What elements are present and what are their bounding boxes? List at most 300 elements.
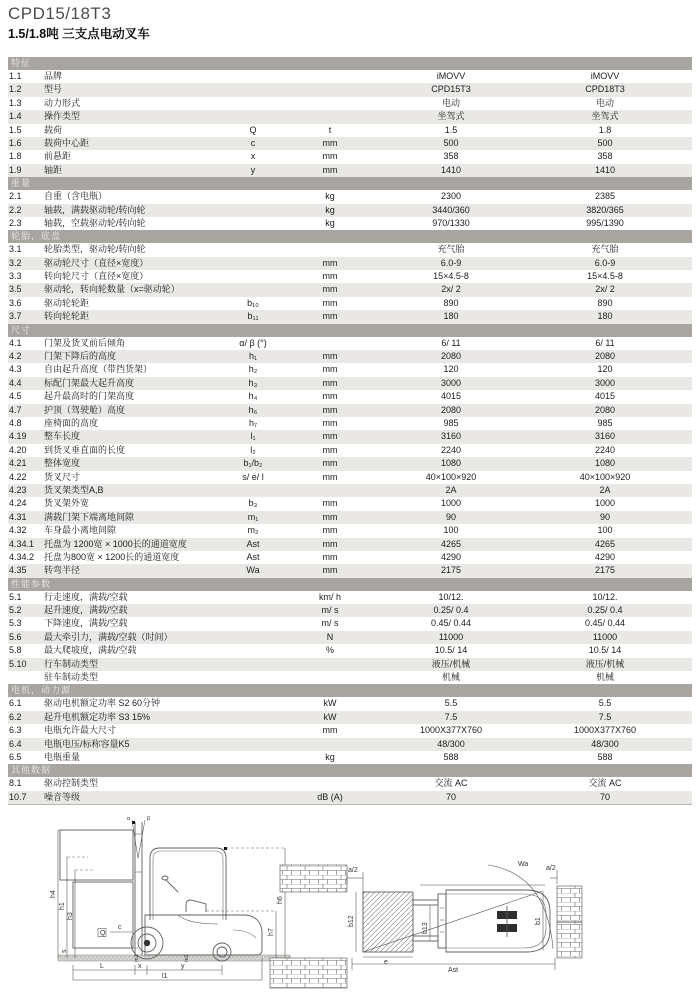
section-header: 电机，动力源: [8, 684, 692, 697]
h6-label: h6: [277, 896, 284, 904]
cell-desc: 下降速度，满载/空载: [44, 618, 128, 629]
section-header: 轮胎，底盘: [8, 230, 692, 243]
cell-v2: 40×100×920: [579, 471, 631, 482]
cell-unit: mm: [322, 391, 338, 402]
b1-label: b1: [535, 917, 542, 925]
cell-sym: Wa: [246, 565, 260, 576]
cell-sym: [218, 738, 288, 751]
cell-no: 10.7: [9, 791, 27, 802]
q-label: Q: [100, 930, 106, 937]
cell-desc: 转向轮尺寸（直径×宽度）: [44, 271, 149, 282]
h7-label: h7: [268, 928, 275, 936]
cell-v2: 机械: [595, 672, 614, 683]
cell-v2: 交流 AC: [588, 778, 622, 789]
cell-v1: 48/300: [437, 738, 465, 749]
cell-v1: 6.0-9: [440, 257, 462, 268]
cell-no: 4.8: [9, 417, 22, 428]
cell-unit: mm: [322, 511, 338, 522]
cell-desc: 起升最高时的门架高度: [44, 391, 135, 402]
section-header: 其他数据: [8, 764, 692, 777]
table-section: [8, 324, 692, 578]
cell-unit: mm: [322, 431, 338, 442]
a2-right-label: a/2: [546, 865, 556, 872]
cell-desc: 整体宽度: [44, 458, 81, 469]
cell-sym: x: [250, 151, 256, 162]
table-row: [8, 150, 692, 163]
table-row: [8, 751, 692, 764]
cell-v2: iMOVV: [590, 71, 620, 81]
cell-desc: 电瓶重量: [44, 751, 81, 762]
cell-desc: 噪音等级: [44, 791, 81, 802]
cell-unit: [288, 83, 372, 96]
cell-desc: 驱动轮尺寸（直径×宽度）: [44, 257, 149, 268]
cell-desc: 护顶（驾驶舱）高度: [44, 404, 126, 415]
table-row: [8, 430, 692, 443]
c-label: c: [118, 924, 122, 931]
cell-unit: dB (A): [317, 791, 343, 802]
cell-desc: 整车长度: [44, 431, 81, 442]
cell-desc: 起升电机额定功率 S3 15%: [44, 711, 151, 722]
cell-sym: h₁: [248, 351, 258, 362]
cell-v2: 3000: [594, 377, 616, 388]
table-row: [8, 404, 692, 417]
cell-v2: 10/12.: [592, 591, 618, 602]
cell-desc: 最大爬坡度，满载/空载: [44, 645, 137, 656]
cell-unit: kW: [323, 711, 337, 722]
cell-v1: 2A: [445, 484, 457, 495]
cell-sym: [218, 591, 288, 604]
cell-v2: CPD18T3: [585, 84, 625, 95]
cell-v1: 2080: [440, 351, 462, 362]
cell-no: 8.1: [9, 778, 22, 789]
cell-v2: 2175: [594, 565, 616, 576]
cell-v1: 15×4.5-8: [433, 271, 469, 282]
cell-v2: 90: [599, 511, 610, 522]
cell-sym: [218, 751, 288, 764]
cell-v1: 1000X377X760: [419, 725, 483, 736]
cell-desc: 轴距: [44, 164, 63, 175]
table-row: [8, 390, 692, 403]
l1-label: l1: [162, 973, 168, 980]
cell-desc: 车身最小离地间隙: [44, 525, 117, 536]
cell-desc: 最大牵引力，满载/空载（时间）: [44, 631, 173, 642]
cell-desc: 驱动电机额定功率 S2 60分钟: [44, 698, 161, 709]
cell-sym: [218, 243, 288, 256]
cell-no: 3.5: [9, 284, 22, 295]
table-row: [8, 484, 692, 497]
cell-v1: 985: [443, 417, 459, 428]
cell-sym: c: [250, 137, 256, 148]
document-header: [8, 4, 150, 42]
cell-unit: kg: [325, 204, 335, 215]
cell-v2: 2A: [599, 484, 611, 495]
table-row: [8, 363, 692, 376]
table-section: [8, 578, 692, 685]
table-row: [8, 337, 692, 350]
cell-sym: [218, 631, 288, 644]
cell-no: 6.1: [9, 698, 22, 709]
a2-left-label: a/2: [348, 867, 358, 874]
cell-sym: b₁/b₂: [243, 458, 263, 469]
cell-unit: mm: [322, 257, 338, 268]
cell-desc: 载荷: [44, 124, 63, 135]
cell-v2: 4015: [594, 391, 616, 402]
cell-v2: 588: [597, 751, 613, 762]
cell-no: 4.2: [9, 351, 22, 362]
section-header: 重量: [8, 177, 692, 190]
table-row: [8, 671, 692, 684]
cell-sym: m₂: [247, 525, 259, 536]
cell-no: 3.6: [9, 297, 22, 308]
cell-unit: kW: [323, 698, 337, 709]
cell-desc: 标配门架最大起升高度: [44, 377, 135, 388]
table-row: [8, 724, 692, 737]
cell-unit: km/ h: [318, 591, 341, 602]
cell-unit: mm: [322, 525, 338, 536]
cell-unit: mm: [322, 444, 338, 455]
table-row: [8, 617, 692, 630]
cell-v1: 40×100×920: [425, 471, 477, 482]
cell-unit: kg: [325, 217, 335, 228]
table-row: [8, 604, 692, 617]
cell-v2: 890: [597, 297, 613, 308]
table-row: [8, 110, 692, 123]
cell-no: 1.8: [9, 151, 22, 162]
cell-unit: mm: [322, 458, 338, 469]
cell-v2: 1000X377X760: [573, 725, 637, 736]
cell-no: 4.20: [9, 444, 27, 455]
cell-desc: 动力形式: [44, 97, 81, 108]
fork-upper: [413, 900, 438, 905]
ast-label: Ast: [448, 967, 459, 974]
table-row: [8, 190, 692, 203]
cell-no: 4.7: [9, 404, 22, 415]
table-row: [8, 697, 692, 710]
h3-label: h3: [67, 912, 74, 920]
cell-v1: 机械: [441, 672, 460, 683]
cell-sym: [218, 697, 288, 710]
cell-v1: 4290: [440, 551, 462, 562]
cell-sym: [218, 97, 288, 110]
cell-v2: 3160: [594, 431, 616, 442]
cell-v2: 995/1390: [586, 217, 624, 228]
cell-v2: 10.5/ 14: [588, 645, 622, 656]
cell-sym: [218, 658, 288, 671]
table-row: [8, 83, 692, 96]
cell-desc: 行走速度，满载/空载: [44, 591, 128, 602]
table-row: [8, 97, 692, 110]
cell-sym: [218, 617, 288, 630]
cell-sym: [218, 711, 288, 724]
cell-unit: mm: [322, 137, 338, 148]
cell-v2: 1000: [594, 498, 616, 509]
m2-label: m2: [184, 954, 190, 962]
cell-sym: s/ e/ l: [242, 471, 264, 482]
alpha-label: α: [127, 816, 131, 822]
cell-unit: mm: [322, 377, 338, 388]
cell-v1: 970/1330: [432, 217, 470, 228]
cell-v1: 2240: [440, 444, 462, 455]
table-row: [8, 417, 692, 430]
cell-v2: 2240: [594, 444, 616, 455]
cell-unit: mm: [322, 471, 338, 482]
cell-sym: h₄: [248, 391, 258, 402]
cell-sym: [218, 791, 288, 804]
h4-label: h4: [50, 890, 57, 898]
cell-sym: h₆: [248, 404, 258, 415]
cell-v1: 2175: [440, 565, 462, 576]
cell-sym: Ast: [246, 538, 260, 549]
table-row: [8, 457, 692, 470]
load-box: [73, 882, 133, 948]
table-row: [8, 297, 692, 310]
cell-v1: 坐驾式: [437, 111, 465, 122]
cell-v2: 1.8: [598, 124, 612, 135]
cell-v2: 500: [597, 137, 613, 148]
cell-desc: 自由起升高度（带挡货架）: [44, 364, 153, 375]
cell-unit: kg: [325, 751, 335, 762]
cell-sym: [218, 777, 288, 790]
cell-v2: 358: [597, 151, 613, 162]
table-row: [8, 257, 692, 270]
beta-label: β: [147, 816, 151, 822]
cell-v1: 7.5: [444, 711, 458, 722]
y-label: y: [181, 963, 185, 970]
cell-unit: [288, 97, 372, 110]
cell-unit: [288, 658, 372, 671]
cell-no: 4.35: [9, 565, 27, 576]
table-row: [8, 243, 692, 256]
cell-no: 5.8: [9, 645, 22, 656]
table-row: [8, 538, 692, 551]
table-row: [8, 137, 692, 150]
cell-unit: mm: [322, 565, 338, 576]
cell-no: 6.4: [9, 738, 22, 749]
cell-no: 4.3: [9, 364, 22, 375]
cell-sym: [218, 190, 288, 203]
cell-v2: 0.25/ 0.4: [587, 605, 623, 616]
table-row: [8, 631, 692, 644]
table-row: [8, 377, 692, 390]
cell-unit: mm: [322, 164, 338, 175]
section-header: 特征: [8, 57, 692, 70]
cell-v2: 2385: [594, 191, 616, 202]
cell-no: 4.1: [9, 337, 22, 348]
table-row: [8, 511, 692, 524]
cell-no: 5.6: [9, 631, 22, 642]
cell-no: 3.3: [9, 271, 22, 282]
cell-sym: [218, 110, 288, 123]
cell-desc: 轮胎类型，驱动轮/转向轮: [44, 244, 146, 255]
cell-desc: 行车制动类型: [44, 658, 99, 669]
fork-lower: [413, 936, 438, 941]
table-section: [8, 684, 692, 764]
cell-unit: mm: [322, 498, 338, 509]
cell-unit: [288, 337, 372, 350]
cell-sym: [218, 257, 288, 270]
s-label: s: [61, 949, 68, 953]
cell-v2: 1080: [594, 458, 616, 469]
section-header: 性能参数: [8, 578, 692, 591]
cell-v1: 70: [445, 791, 456, 802]
cell-v1: 358: [443, 151, 459, 162]
wall-top-left: [280, 865, 347, 892]
cell-unit: N: [326, 631, 334, 642]
cell-v2: 5.5: [598, 698, 612, 709]
cell-v2: 100: [597, 525, 613, 536]
cell-desc: 起升速度，满载/空载: [44, 605, 128, 616]
table-section: [8, 177, 692, 230]
cell-v1: 5.5: [444, 698, 458, 709]
cell-v1: 0.45/ 0.44: [430, 618, 472, 629]
top-view-drawing: [260, 812, 700, 993]
table-row: [8, 217, 692, 230]
table-row: [8, 70, 692, 83]
cell-unit: mm: [322, 538, 338, 549]
cell-unit: mm: [322, 404, 338, 415]
cell-v1: 4015: [440, 391, 462, 402]
cell-unit: [288, 738, 372, 751]
table-row: [8, 204, 692, 217]
cell-sym: [218, 204, 288, 217]
raised-load-envelope: [60, 830, 133, 880]
cell-sym: [218, 70, 288, 83]
cell-no: 1.2: [9, 84, 22, 95]
cell-v1: 电动: [441, 97, 460, 108]
cell-desc: 托盘为 1200宽 × 1000长的通道宽度: [44, 538, 187, 549]
cell-no: 1.5: [9, 124, 22, 135]
page-subtitle: 1.5/1.8吨 三支点电动叉车: [8, 27, 150, 41]
cell-sym: [218, 644, 288, 657]
cell-v2: 6.0-9: [594, 257, 616, 268]
cell-v2: 电动: [595, 97, 614, 108]
cell-v1: 1.5: [444, 124, 458, 135]
cell-desc: 门架下降后的高度: [44, 351, 117, 362]
cell-v2: 2x/ 2: [595, 284, 615, 295]
cell-desc: 货叉架外宽: [44, 498, 90, 509]
cell-no: 4.19: [9, 431, 27, 442]
cell-unit: %: [325, 645, 334, 656]
cell-unit: mm: [322, 364, 338, 375]
cell-v2: 15×4.5-8: [587, 271, 623, 282]
table-row: [8, 164, 692, 177]
fork-carriage: [438, 894, 446, 948]
cell-v2: 120: [597, 364, 613, 375]
cell-unit: mm: [322, 297, 338, 308]
cell-no: 5.1: [9, 591, 22, 602]
cell-unit: mm: [322, 351, 338, 362]
table-section: [8, 764, 692, 804]
cell-desc: 电瓶电压/标称容量K5: [44, 738, 130, 749]
cell-v2: 48/300: [591, 738, 619, 749]
cell-unit: mm: [322, 725, 338, 736]
cell-desc: 电瓶允许最大尺寸: [44, 725, 117, 736]
cell-desc: 载荷中心距: [44, 137, 90, 148]
cell-no: 4.5: [9, 391, 22, 402]
cell-desc: 驱动轮轮距: [44, 297, 90, 308]
cell-v2: 2080: [594, 351, 616, 362]
cell-desc: 操作类型: [44, 111, 81, 122]
seat: [186, 900, 206, 912]
cell-desc: 轴载，满载驱动轮/转向轮: [44, 204, 146, 215]
cell-unit: [288, 671, 372, 684]
table-row: [8, 444, 692, 457]
table-row: [8, 270, 692, 283]
cell-v2: 4290: [594, 551, 616, 562]
model-title: CPD15/18T3: [8, 4, 112, 23]
table-row: [8, 644, 692, 657]
cell-v1: 2080: [440, 404, 462, 415]
cell-v1: 4265: [440, 538, 462, 549]
table-row: [8, 658, 692, 671]
cell-unit: m/ s: [321, 605, 339, 616]
section-header: 尺寸: [8, 324, 692, 337]
cell-unit: kg: [325, 191, 335, 202]
cell-unit: mm: [322, 417, 338, 428]
cell-v1: 90: [445, 511, 456, 522]
table-row: [8, 497, 692, 510]
cell-v1: iMOVV: [436, 71, 466, 81]
cell-v1: 180: [443, 311, 459, 322]
cell-v1: 3160: [440, 431, 462, 442]
cell-desc: 轴载，空载驱动轮/转向轮: [44, 217, 146, 228]
table-row: [8, 551, 692, 564]
cell-no: 3.1: [9, 244, 22, 255]
cell-v1: 1000: [440, 498, 462, 509]
cell-v2: 坐驾式: [591, 111, 619, 122]
cell-desc: 转向轮轮距: [44, 311, 90, 322]
cell-sym: h₂: [248, 364, 258, 375]
cell-v1: 6/ 11: [441, 337, 461, 348]
cell-sym: b₃: [248, 498, 258, 509]
cell-v1: 100: [443, 525, 459, 536]
table-row: [8, 283, 692, 296]
cell-no: 6.3: [9, 725, 22, 736]
cell-no: 2.3: [9, 217, 22, 228]
cell-desc: 驱动轮，转向轮数量（x=驱动轮）: [44, 284, 180, 295]
cell-v1: 2300: [440, 191, 462, 202]
cell-desc: 前悬距: [44, 151, 72, 162]
cell-v1: 10.5/ 14: [434, 645, 468, 656]
cell-no: 4.34.2: [9, 551, 35, 562]
h1-label: h1: [59, 902, 66, 910]
cell-unit: [288, 484, 372, 497]
cell-no: [8, 671, 38, 684]
cell-no: 3.2: [9, 257, 22, 268]
cell-v1: 充气胎: [437, 244, 465, 255]
cell-no: 3.7: [9, 311, 22, 322]
cell-no: 5.2: [9, 605, 22, 616]
cell-sym: [218, 217, 288, 230]
cell-v2: 180: [597, 311, 613, 322]
cell-unit: [288, 110, 372, 123]
cell-sym: l₂: [250, 444, 256, 455]
technical-drawings: [0, 812, 700, 993]
cell-unit: m/ s: [321, 618, 339, 629]
cell-sym: [218, 283, 288, 296]
table-row: [8, 124, 692, 137]
cell-v1: 588: [443, 751, 459, 762]
table-row: [8, 310, 692, 323]
cell-sym: [218, 484, 288, 497]
cell-no: 4.32: [9, 525, 27, 536]
cell-sym: Ast: [246, 551, 260, 562]
cell-no: 4.21: [9, 458, 27, 469]
cell-v1: 3000: [440, 377, 462, 388]
cell-sym: y: [250, 164, 256, 175]
cell-desc: 货叉尺寸: [44, 471, 81, 482]
cell-sym: [218, 270, 288, 283]
